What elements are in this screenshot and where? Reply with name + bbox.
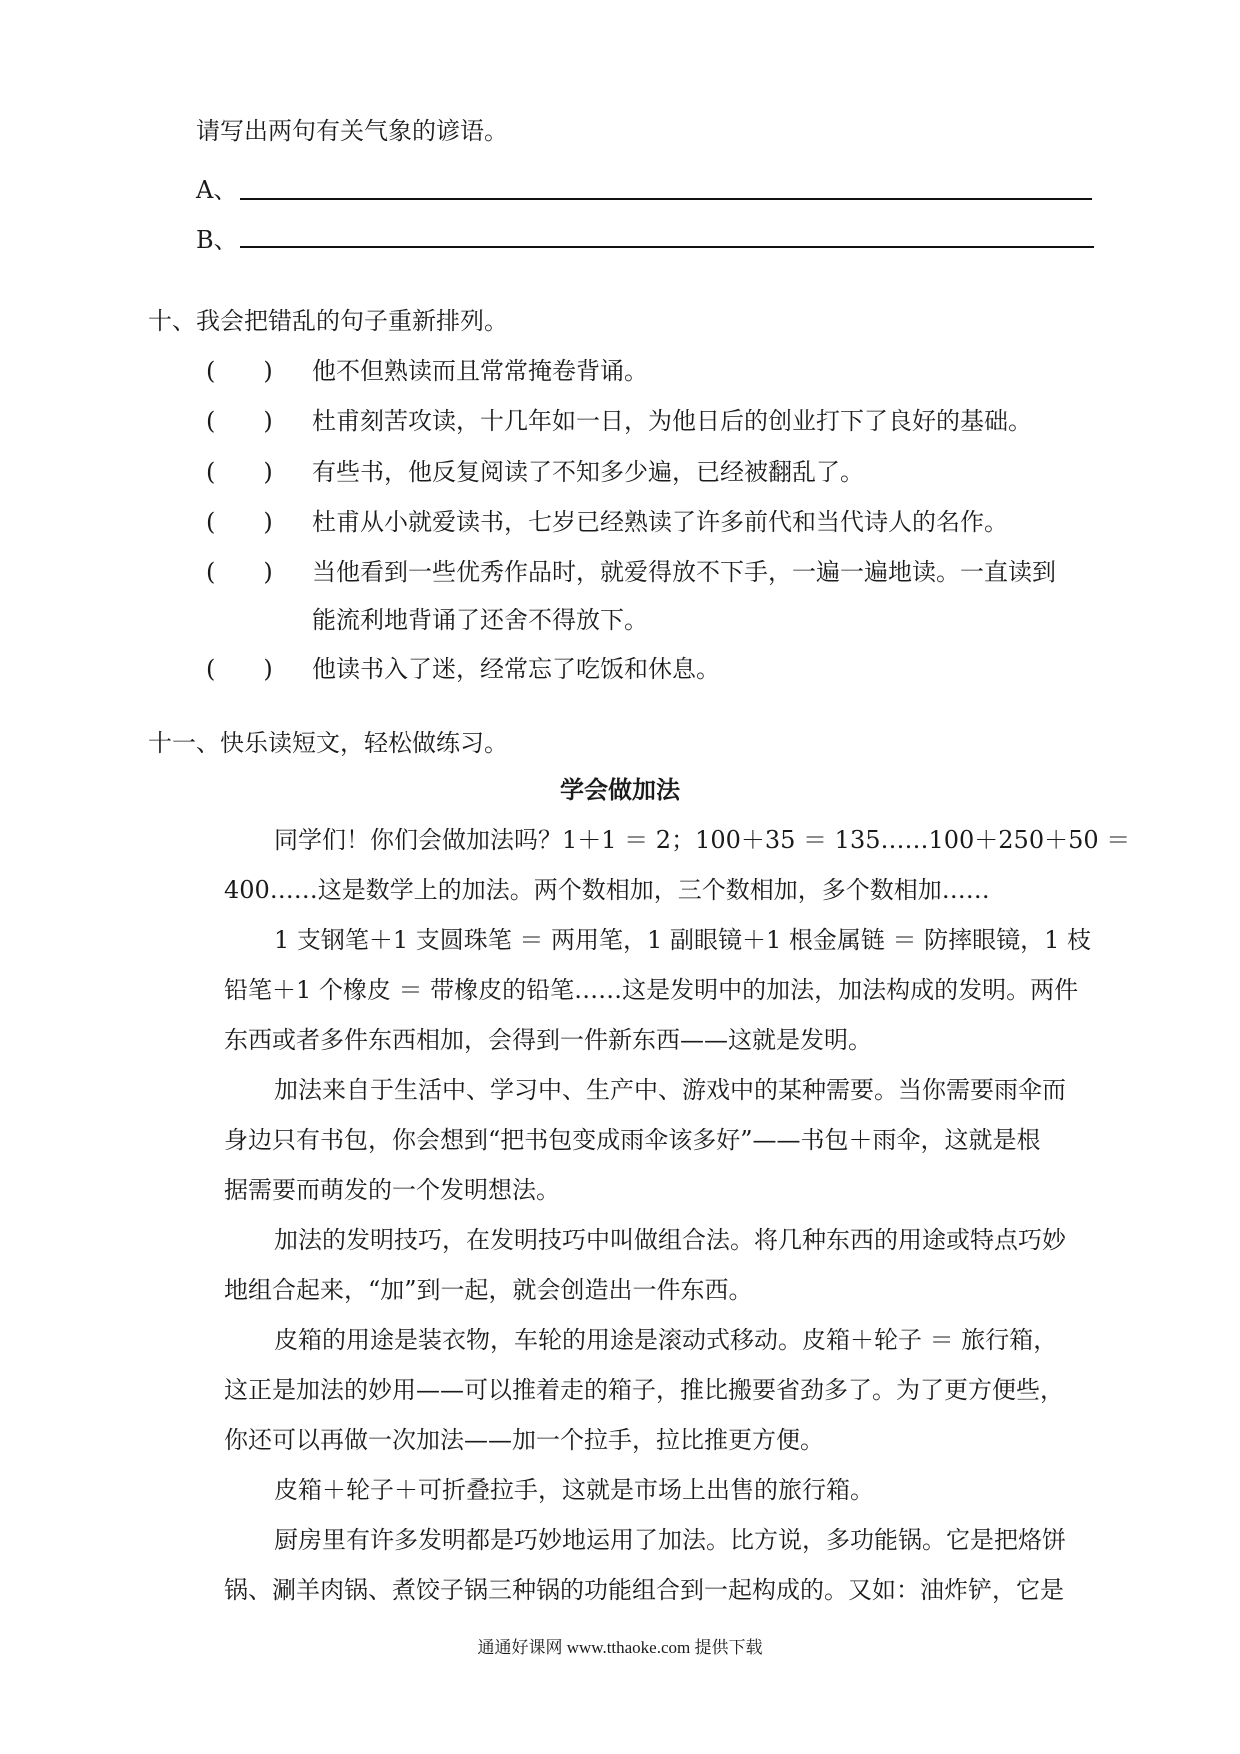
article-line: 400……这是数学上的加法。两个数相加，三个数相加，多个数相加…… <box>224 876 990 904</box>
article-line: 你还可以再做一次加法——加一个拉手，拉比推更方便。 <box>224 1426 824 1454</box>
article-line: 据需要而萌发的一个发明想法。 <box>224 1176 560 1204</box>
section11-heading: 十一、快乐读短文，轻松做练习。 <box>148 729 508 757</box>
blank-b-label: B、 <box>196 226 238 254</box>
order-blank: ( ) <box>206 407 273 435</box>
article-line: 铅笔＋1 个橡皮 ＝ 带橡皮的铅笔……这是发明中的加法，加法构成的发明。两件 <box>224 976 1079 1004</box>
section9-prompt: 请写出两句有关气象的谚语。 <box>196 117 508 145</box>
order-blank: ( ) <box>206 357 273 385</box>
article-title: 学会做加法 <box>560 775 680 804</box>
article-line: 身边只有书包，你会想到“把书包变成雨伞该多好”——书包＋雨伞，这就是根 <box>224 1126 1041 1154</box>
sentence-item-continued: 能流利地背诵了还舍不得放下。 <box>312 606 648 634</box>
article-line: 厨房里有许多发明都是巧妙地运用了加法。比方说，多功能锅。它是把烙饼 <box>274 1526 1066 1554</box>
sentence-item: 他不但熟读而且常常掩卷背诵。 <box>312 357 648 385</box>
blank-a-label: A、 <box>196 176 238 204</box>
sentence-item: 有些书，他反复阅读了不知多少遍，已经被翻乱了。 <box>312 458 864 486</box>
article-line: 东西或者多件东西相加，会得到一件新东西——这就是发明。 <box>224 1026 872 1054</box>
article-line: 同学们！你们会做加法吗？1＋1 ＝ 2；100＋35 ＝ 135……100＋250＋50 ＝ <box>274 826 1131 854</box>
order-blank: ( ) <box>206 458 273 486</box>
article-line: 加法的发明技巧，在发明技巧中叫做组合法。将几种东西的用途或特点巧妙 <box>274 1226 1066 1254</box>
answer-line-a <box>240 198 1092 200</box>
sentence-item: 杜甫从小就爱读书，七岁已经熟读了许多前代和当代诗人的名作。 <box>312 508 1008 536</box>
page-footer: 通通好课网 www.tthaoke.com 提供下载 <box>477 1638 763 1657</box>
sentence-item: 杜甫刻苦攻读，十几年如一日，为他日后的创业打下了良好的基础。 <box>312 407 1032 435</box>
order-blank: ( ) <box>206 655 273 683</box>
order-blank: ( ) <box>206 508 273 536</box>
article-line: 加法来自于生活中、学习中、生产中、游戏中的某种需要。当你需要雨伞而 <box>274 1076 1066 1104</box>
article-line: 皮箱＋轮子＋可折叠拉手，这就是市场上出售的旅行箱。 <box>274 1476 874 1504</box>
article-line: 地组合起来，“加”到一起，就会创造出一件东西。 <box>224 1276 753 1304</box>
article-line: 1 支钢笔＋1 支圆珠笔 ＝ 两用笔，1 副眼镜＋1 根金属链 ＝ 防摔眼镜，1 枝 <box>274 926 1092 954</box>
order-blank: ( ) <box>206 558 273 586</box>
article-line: 皮箱的用途是装衣物，车轮的用途是滚动式移动。皮箱＋轮子 ＝ 旅行箱， <box>274 1326 1058 1354</box>
sentence-item: 他读书入了迷，经常忘了吃饭和休息。 <box>312 655 720 683</box>
article-line: 这正是加法的妙用——可以推着走的箱子，推比搬要省劲多了。为了更方便些， <box>224 1376 1064 1404</box>
sentence-item: 当他看到一些优秀作品时，就爱得放不下手，一遍一遍地读。一直读到 <box>312 558 1056 586</box>
article-line: 锅、涮羊肉锅、煮饺子锅三种锅的功能组合到一起构成的。又如：油炸铲，它是 <box>224 1576 1064 1604</box>
answer-line-b <box>240 246 1094 248</box>
section10-heading: 十、我会把错乱的句子重新排列。 <box>148 307 508 335</box>
